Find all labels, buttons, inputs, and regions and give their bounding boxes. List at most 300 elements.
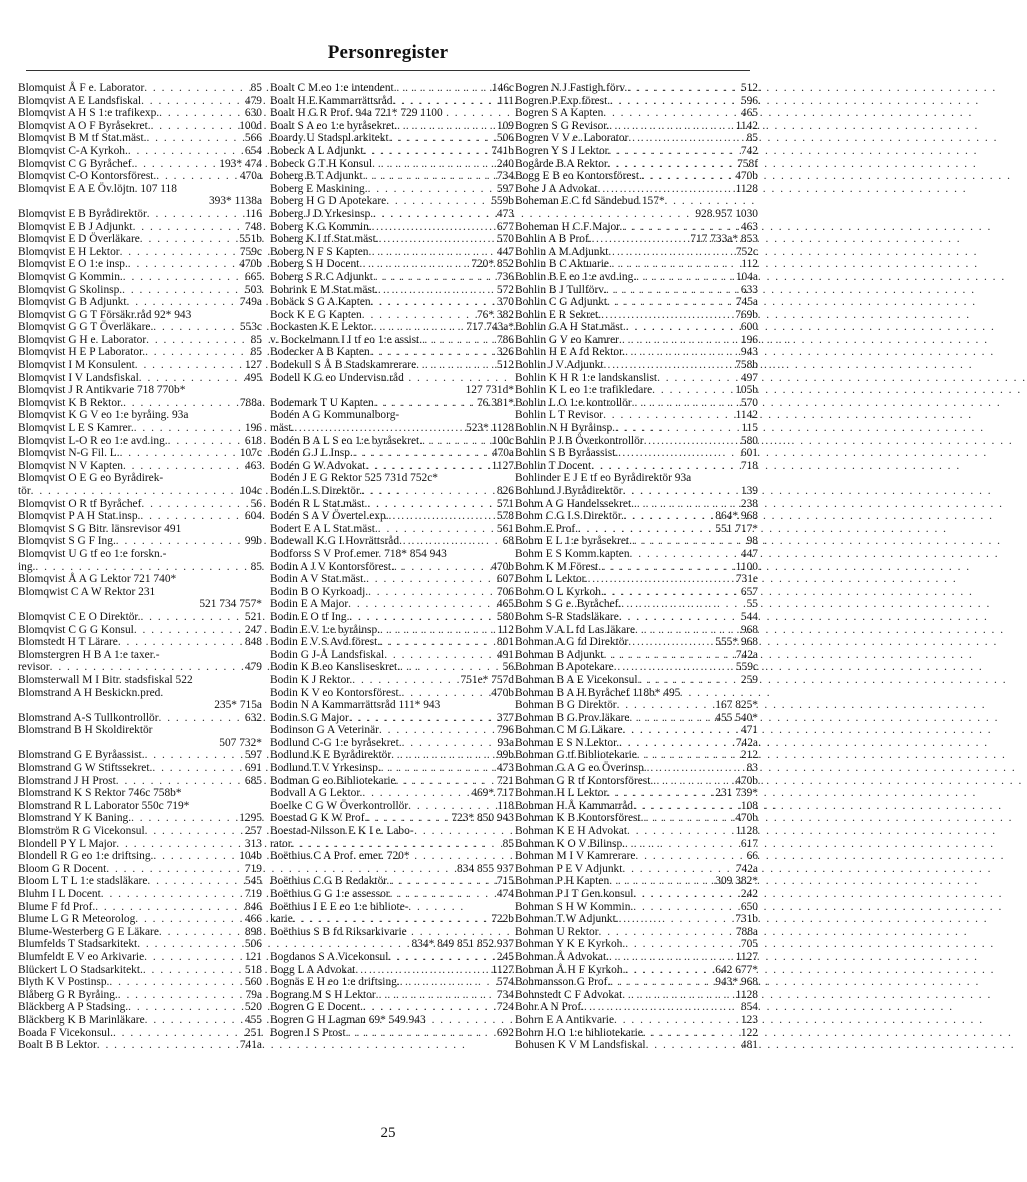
entry-page-refs: 313 bbox=[244, 837, 262, 850]
index-entry bbox=[18, 447, 262, 460]
index-entry bbox=[270, 888, 514, 901]
entry-name: Bohman Å Advokat. bbox=[515, 950, 609, 963]
leader-dots bbox=[367, 812, 449, 825]
entry-page-refs: 551 717* bbox=[715, 522, 758, 535]
leader-dots bbox=[151, 120, 238, 133]
leader-dots bbox=[95, 901, 243, 914]
entry-page-refs: 555* 968 bbox=[715, 636, 758, 649]
leader-dots bbox=[608, 145, 738, 158]
leader-dots bbox=[619, 334, 739, 347]
leader-dots bbox=[373, 271, 495, 284]
index-entry bbox=[18, 812, 262, 825]
entry-page-refs: 479 bbox=[244, 661, 262, 674]
entry-name: Blomqvist E B J Adjunkt bbox=[18, 220, 133, 233]
leader-dots bbox=[365, 460, 489, 473]
index-entry bbox=[515, 296, 758, 309]
entry-name: Blomqvist O R tf Byråchef bbox=[18, 497, 142, 510]
leader-dots bbox=[638, 674, 739, 687]
leader-dots bbox=[366, 573, 495, 586]
entry-page-refs: 898 bbox=[244, 925, 262, 938]
entry-name: Bodin N A Kammarrättsråd 111* 943 bbox=[270, 699, 441, 712]
entry-page-refs: 506 bbox=[244, 938, 262, 951]
leader-dots bbox=[376, 989, 495, 1002]
leader-dots bbox=[293, 913, 489, 926]
entry-name: Bohrn H O 1:e bibliotekarie bbox=[515, 1026, 643, 1039]
entry-name: Bohmansson G Prof. bbox=[515, 976, 611, 989]
entry-page-refs: 741b bbox=[491, 144, 514, 157]
index-entry bbox=[18, 258, 262, 271]
entry-page-refs: 742 bbox=[740, 144, 758, 157]
index-entry bbox=[270, 712, 514, 725]
index-entry bbox=[515, 699, 758, 712]
leader-dots bbox=[362, 309, 475, 322]
leader-dots bbox=[628, 636, 713, 649]
leader-dots bbox=[389, 875, 495, 888]
entry-name: Bobeck A L Adjunkt bbox=[270, 144, 364, 157]
entry-name: Blomqvist C G G Konsul bbox=[18, 623, 134, 636]
index-entry bbox=[270, 787, 514, 800]
entry-page-refs: 245 bbox=[496, 950, 514, 963]
leader-dots bbox=[31, 485, 238, 498]
leader-dots bbox=[373, 208, 495, 221]
leader-dots bbox=[128, 258, 237, 271]
leader-dots bbox=[364, 145, 490, 158]
entry-page-refs: 692 bbox=[496, 1026, 514, 1039]
leader-dots bbox=[416, 359, 495, 372]
leader-dots bbox=[629, 712, 713, 725]
entry-page-refs: 607 bbox=[496, 573, 514, 586]
entry-page-refs: 560 bbox=[244, 976, 262, 989]
index-entry bbox=[515, 334, 758, 347]
index-entry bbox=[515, 221, 758, 234]
entry-page-refs: 604 bbox=[244, 510, 262, 523]
entry-name: Bogdanos S A Vicekonsul bbox=[270, 950, 389, 963]
entry-name: Bohman B G Prov.läkare bbox=[515, 711, 630, 724]
index-entry bbox=[18, 195, 262, 208]
leader-dots bbox=[621, 598, 744, 611]
entry-name: Boheman H C F Major. bbox=[515, 220, 623, 233]
leader-dots bbox=[402, 737, 496, 750]
index-entry bbox=[515, 498, 758, 511]
entry-page-refs: 559b bbox=[491, 195, 514, 208]
index-entry bbox=[18, 938, 262, 951]
index-entry bbox=[270, 334, 514, 347]
entry-name: Bodman G eo Bibliotekarie bbox=[270, 774, 396, 787]
index-entry bbox=[270, 989, 514, 1002]
entry-page-refs: 1128 bbox=[735, 988, 758, 1001]
entry-page-refs: 741a bbox=[239, 1039, 262, 1052]
leader-dots bbox=[147, 208, 244, 221]
index-entry bbox=[515, 145, 758, 158]
entry-page-refs: 512 bbox=[740, 82, 758, 94]
entry-page-refs: 705 bbox=[740, 938, 758, 951]
leader-dots bbox=[113, 1027, 243, 1040]
entry-name: Boada F Vicekonsul. bbox=[18, 1026, 113, 1039]
entry-name: Bockasten K E Lektor. bbox=[270, 321, 374, 334]
entry-page-refs: 474 bbox=[496, 888, 514, 900]
entry-name: Blomqvist K B Rektor. bbox=[18, 396, 124, 409]
entry-page-refs: 597 bbox=[496, 182, 514, 195]
entry-name: Blume-Westerberg G E Läkare bbox=[18, 925, 159, 938]
index-entry bbox=[270, 913, 514, 926]
entry-name: Blomqvist A O F Byråsekret. bbox=[18, 119, 151, 132]
entry-name: Boardy U Stadspl.arkitekt bbox=[270, 132, 389, 145]
leader-dots bbox=[394, 561, 489, 574]
entry-page-refs: 580 bbox=[496, 610, 514, 623]
entry-page-refs: 146c bbox=[491, 82, 514, 94]
leader-dots bbox=[652, 384, 733, 397]
leader-dots bbox=[614, 1014, 739, 1027]
entry-page-refs: 100d bbox=[239, 119, 262, 132]
entry-page-refs: 85 bbox=[250, 333, 262, 346]
leader-dots bbox=[625, 964, 713, 977]
leader-dots bbox=[374, 397, 475, 410]
index-entry bbox=[18, 636, 262, 649]
leader-dots bbox=[399, 535, 501, 548]
entry-name: Bohlin E R Sekret. bbox=[515, 308, 602, 321]
index-entry bbox=[18, 183, 262, 196]
entry-name: Bohlin L O 1:e kontrollör bbox=[515, 396, 632, 409]
index-entry bbox=[270, 485, 514, 498]
entry-name: Bogg E B eo Kontorsförest. bbox=[515, 170, 642, 183]
index-entry bbox=[515, 460, 758, 473]
leader-dots bbox=[145, 749, 243, 762]
entry-name: Bogren Y S J Lektor bbox=[515, 144, 609, 157]
index-entry bbox=[270, 976, 514, 989]
entry-page-refs: 544 bbox=[740, 610, 758, 623]
entry-name: Bodin K B eo Kansliseskret. bbox=[270, 661, 401, 674]
index-entry bbox=[515, 762, 758, 775]
entry-name: Bohlin T Docent bbox=[515, 459, 592, 472]
leader-dots bbox=[392, 95, 495, 108]
index-entry bbox=[515, 1014, 758, 1027]
entry-name: Blomqvist G Skolinsp. bbox=[18, 283, 123, 296]
entry-name: Bohman K O V Bilinsp. bbox=[515, 837, 626, 850]
leader-dots bbox=[384, 649, 495, 662]
leader-dots bbox=[633, 800, 739, 813]
entry-name: Bohm L Lektor. bbox=[515, 573, 588, 586]
entry-page-refs: 470a bbox=[239, 170, 262, 183]
leader-dots bbox=[394, 82, 490, 95]
entry-name: Blomstrand K S Rektor 746c 758b* bbox=[18, 787, 182, 800]
entry-page-refs: 107c bbox=[239, 447, 262, 460]
index-entry bbox=[18, 170, 262, 183]
entry-page-refs: 481 bbox=[740, 1039, 758, 1052]
entry-page-refs: 83 bbox=[746, 762, 758, 775]
entry-name: Bohnstedt C F Advokat bbox=[515, 988, 623, 1001]
index-column-1 bbox=[18, 82, 262, 1052]
leader-dots bbox=[145, 346, 249, 359]
index-entry bbox=[18, 674, 262, 687]
leader-dots bbox=[50, 661, 243, 674]
entry-page-refs: 1127 bbox=[491, 459, 514, 472]
entry-page-refs: 718 bbox=[740, 459, 758, 472]
entry-name: rator bbox=[270, 837, 292, 850]
entry-page-refs: 677 bbox=[496, 220, 514, 233]
entry-name: Bohman P H Kapten bbox=[515, 875, 610, 888]
entry-name: Bohm K M Förest. bbox=[515, 560, 602, 573]
entry-name: Bohman B A E Vicekonsul bbox=[515, 673, 638, 686]
index-entry bbox=[18, 321, 262, 334]
entry-page-refs: 68 bbox=[502, 535, 514, 548]
index-entry bbox=[270, 321, 514, 334]
leader-dots bbox=[615, 422, 739, 435]
index-entry bbox=[270, 901, 514, 914]
entry-name: Boberg J D Yrkesinsp. bbox=[270, 207, 374, 220]
leader-dots bbox=[139, 372, 243, 385]
entry-page-refs: 167 825* bbox=[715, 699, 758, 712]
leader-dots bbox=[422, 435, 490, 448]
index-entry bbox=[270, 170, 514, 183]
entry-page-refs: 193* 474 bbox=[219, 157, 262, 170]
leader-dots bbox=[607, 787, 713, 800]
index-entry bbox=[18, 951, 262, 964]
entry-name: revisor bbox=[18, 661, 50, 674]
entry-page-refs: 632 bbox=[244, 711, 262, 724]
entry-name: Bodell K G eo Undervisn.råd bbox=[270, 371, 404, 384]
entry-name: Bohlin J V Adjunkt bbox=[515, 359, 604, 372]
entry-page-refs: 465 bbox=[740, 107, 758, 120]
entry-name: Blomstedt H T Lärare bbox=[18, 636, 118, 649]
index-entry bbox=[515, 107, 758, 120]
entry-page-refs: 465 bbox=[496, 598, 514, 611]
leader-dots bbox=[352, 674, 458, 687]
index-entry bbox=[18, 523, 262, 536]
entry-page-refs: 56 bbox=[502, 661, 514, 674]
entry-page-refs: 247 bbox=[244, 623, 262, 636]
entry-page-refs: 1295 bbox=[239, 812, 262, 825]
leader-dots bbox=[622, 221, 739, 234]
entry-page-refs: 523* 1128 bbox=[466, 422, 514, 435]
leader-dots bbox=[137, 938, 243, 951]
entry-page-refs: 580 bbox=[740, 434, 758, 447]
leader-dots bbox=[644, 435, 739, 448]
index-entry bbox=[270, 435, 514, 448]
entry-page-refs: 111 bbox=[497, 94, 514, 107]
entry-page-refs: 642 677* bbox=[715, 963, 758, 976]
entry-page-refs: 55 bbox=[746, 598, 758, 611]
entry-page-refs: 1142 bbox=[735, 119, 758, 132]
entry-page-refs: 85 bbox=[502, 837, 514, 850]
entry-name: Blomstrand J H Prost bbox=[18, 774, 116, 787]
entry-page-refs: 1128 bbox=[735, 182, 758, 195]
index-entry bbox=[515, 359, 758, 372]
entry-page-refs: 85 bbox=[250, 82, 262, 94]
entry-name: Bohman E S N Lektor. bbox=[515, 736, 620, 749]
entry-name: Bohlin S B Byråassist. bbox=[515, 447, 619, 460]
entry-name: Boelke C G W Överkontrollör bbox=[270, 799, 409, 812]
index-entry bbox=[18, 611, 262, 624]
entry-name: Blomstrand A H Beskickn.pred. bbox=[18, 686, 164, 699]
entry-page-refs: 1100 bbox=[735, 560, 758, 573]
entry-name: Bläckberg K B Marinläkare bbox=[18, 1013, 145, 1026]
entry-page-refs: 553c bbox=[239, 321, 262, 334]
index-entry bbox=[18, 749, 262, 762]
entry-page-refs: 722b bbox=[491, 913, 514, 926]
leader-dots bbox=[635, 850, 744, 863]
leader-dots bbox=[145, 1014, 243, 1027]
index-entry bbox=[18, 384, 262, 397]
leader-dots bbox=[633, 901, 739, 914]
entry-name: Blomquist Å F e. Laborator bbox=[18, 82, 145, 94]
index-entry bbox=[18, 724, 262, 737]
leader-dots bbox=[349, 611, 494, 624]
index-entry bbox=[515, 472, 758, 485]
index-entry bbox=[18, 1001, 262, 1014]
index-entry bbox=[515, 246, 758, 259]
entry-name: Bohman H L Lektor bbox=[515, 787, 608, 800]
leader-dots bbox=[619, 611, 739, 624]
entry-page-refs: 212 bbox=[740, 749, 758, 762]
index-entry bbox=[18, 145, 262, 158]
entry-page-refs: 470b bbox=[735, 774, 758, 787]
leader-dots bbox=[140, 510, 243, 523]
entry-page-refs: 127 731d* bbox=[465, 384, 514, 397]
index-entry bbox=[515, 271, 758, 284]
index-entry bbox=[18, 624, 262, 637]
entry-page-refs: 788a bbox=[735, 925, 758, 938]
entry-name: Bobeck G T H Konsul bbox=[270, 157, 373, 170]
entry-name: Boalt C M eo 1:e intendent bbox=[270, 82, 394, 94]
entry-page-refs: 751e* 757d bbox=[460, 673, 514, 686]
entry-page-refs: 108 bbox=[740, 799, 758, 812]
entry-name: Bodin E V S Avd.förest. bbox=[270, 636, 381, 649]
entry-name: Bohlin L T Revisor bbox=[515, 409, 604, 422]
leader-dots bbox=[346, 1027, 495, 1040]
entry-name: Blomqvist E D Överläkare bbox=[18, 233, 140, 246]
leader-dots bbox=[408, 800, 495, 813]
entry-name: Bodvall A G Lektor. bbox=[270, 787, 363, 800]
entry-name: Boberg K I tf Stat.mäst. bbox=[270, 233, 379, 246]
entry-name: Blomstergren H B A 1:e taxer.- bbox=[18, 648, 160, 661]
entry-name: Bohman S H W Kommin. bbox=[515, 900, 634, 913]
entry-name: Bobäck S G A Kapten bbox=[270, 296, 371, 309]
index-entry bbox=[270, 158, 514, 171]
index-entry bbox=[18, 296, 262, 309]
entry-page-refs: 786 bbox=[496, 333, 514, 346]
entry-page-refs: 570 bbox=[740, 396, 758, 409]
entry-page-refs: 864* 968 bbox=[715, 510, 758, 523]
entry-name: Bodekull S Å B Stadskamrerare bbox=[270, 359, 417, 372]
index-entry bbox=[515, 372, 758, 385]
entry-name: Blomqvist G H e. Laborator bbox=[18, 333, 147, 346]
leader-dots bbox=[97, 1039, 238, 1052]
entry-name: Bohman B G Direktör bbox=[515, 699, 617, 712]
index-entry bbox=[515, 951, 758, 964]
entry-page-refs: 848 bbox=[244, 636, 262, 649]
index-entry bbox=[515, 183, 758, 196]
index-entry bbox=[270, 649, 514, 662]
entry-name: Boberg E Maskining. bbox=[270, 182, 368, 195]
entry-name: Bodin A J V Kontorsförest. bbox=[270, 560, 394, 573]
leader-dots bbox=[123, 397, 238, 410]
leader-dots bbox=[633, 888, 738, 901]
index-entry bbox=[18, 422, 262, 435]
entry-name: Bodlund T V Yrkesinsp. bbox=[270, 762, 381, 775]
index-entry bbox=[515, 409, 758, 422]
leader-dots bbox=[603, 409, 734, 422]
index-entry bbox=[270, 460, 514, 473]
leader-dots bbox=[349, 712, 495, 725]
index-entry bbox=[18, 561, 262, 574]
leader-dots bbox=[614, 661, 734, 674]
entry-name: Boberg S R C Adjunkt bbox=[270, 270, 373, 283]
entry-name: Bohm E S Komm.kapten bbox=[515, 547, 630, 560]
leader-dots bbox=[627, 825, 734, 838]
leader-dots bbox=[636, 271, 734, 284]
index-entry bbox=[515, 548, 758, 561]
leader-dots bbox=[598, 183, 734, 196]
entry-name: Blomqvist E B Byrådirektör bbox=[18, 207, 147, 220]
index-entry bbox=[270, 850, 514, 863]
entry-name: Bodecker A B Kapten bbox=[270, 346, 370, 359]
index-entry bbox=[270, 82, 514, 95]
entry-page-refs: 745a bbox=[735, 296, 758, 309]
entry-name: Blomqvist G B Adjunkt bbox=[18, 296, 127, 309]
index-entry bbox=[515, 749, 758, 762]
index-entry bbox=[515, 485, 758, 498]
entry-name: Bogren N J Fastigh.förv. bbox=[515, 82, 628, 94]
entry-name: Blume F fd Prof. bbox=[18, 900, 96, 913]
index-entry bbox=[18, 409, 262, 422]
index-entry bbox=[18, 233, 262, 246]
index-entry bbox=[18, 586, 262, 599]
index-entry bbox=[18, 989, 262, 1002]
index-entry bbox=[18, 460, 262, 473]
leader-dots bbox=[625, 346, 739, 359]
entry-page-refs: 455 540* bbox=[715, 711, 758, 724]
index-entry bbox=[18, 762, 262, 775]
entry-name: Bogren I S Prost bbox=[270, 1026, 346, 1039]
index-entry bbox=[515, 875, 758, 888]
index-entry bbox=[515, 812, 758, 825]
leader-dots bbox=[120, 447, 238, 460]
entry-page-refs: 1128 bbox=[735, 825, 758, 838]
entry-page-refs: 769b bbox=[735, 308, 758, 321]
leader-dots bbox=[601, 309, 733, 322]
index-entry bbox=[270, 938, 514, 951]
entry-name: Bohman T W Adjunkt. bbox=[515, 913, 619, 926]
entry-name: Bogg L A Advokat bbox=[270, 963, 356, 976]
entry-name: Boëthius I E E eo 1:e bibliote- bbox=[270, 900, 409, 913]
index-entry bbox=[270, 724, 514, 737]
leader-dots bbox=[367, 498, 495, 511]
leader-dots bbox=[116, 535, 243, 548]
entry-name: Bodén L S Direktör. bbox=[270, 485, 362, 497]
index-entry bbox=[270, 1027, 514, 1040]
leader-dots bbox=[134, 158, 217, 171]
entry-name: Blomqvist K G V eo 1:e byråing. 93a bbox=[18, 409, 189, 422]
index-entry bbox=[515, 233, 758, 246]
entry-page-refs: 759c bbox=[239, 245, 262, 258]
index-entry bbox=[515, 611, 758, 624]
leader-dots bbox=[168, 435, 243, 448]
entry-name: Bohm S G e. Byråchef. bbox=[515, 598, 622, 611]
entry-name: Bodén A G Kommunalborg- bbox=[270, 409, 400, 422]
leader-dots bbox=[140, 233, 237, 246]
leader-dots bbox=[123, 271, 243, 284]
entry-name: Bohm S-R Stadsläkare bbox=[515, 610, 619, 623]
leader-dots bbox=[604, 359, 734, 372]
entry-name: Bohlinder E J E tf eo Byrådirektör 93a bbox=[515, 472, 692, 485]
index-entry bbox=[270, 749, 514, 762]
entry-name: Boestad G K W Prof. bbox=[270, 812, 368, 825]
entry-page-refs: 719 bbox=[244, 862, 262, 875]
leader-dots bbox=[380, 624, 495, 637]
leader-dots bbox=[135, 359, 243, 372]
entry-page-refs: 731b bbox=[735, 913, 758, 926]
entry-page-refs: 618 bbox=[244, 434, 262, 447]
